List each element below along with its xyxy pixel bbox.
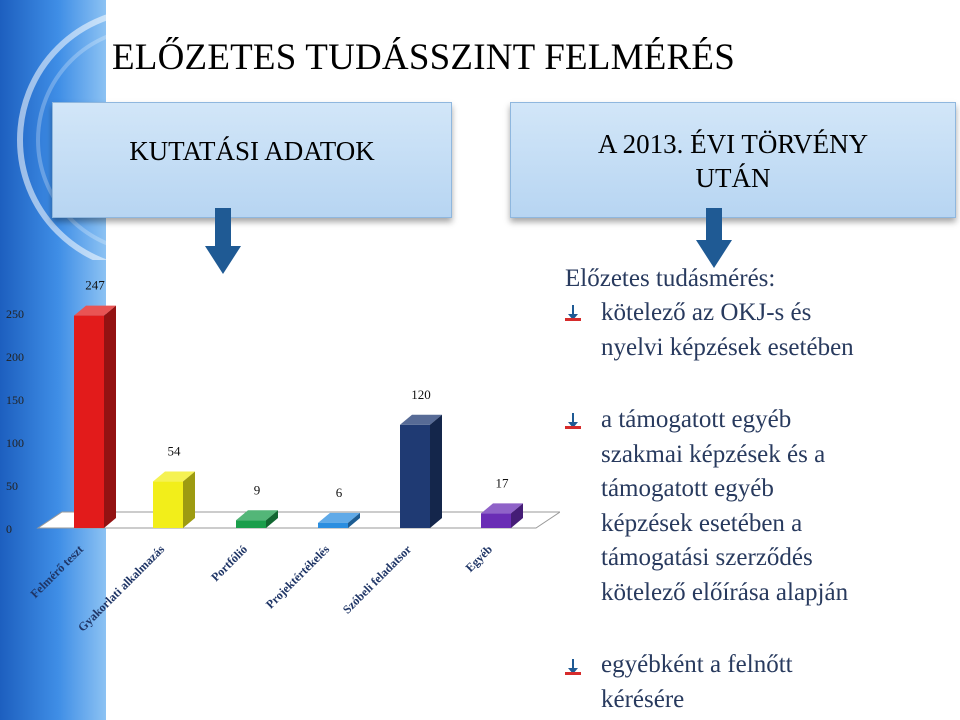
y-tick-label: 100 xyxy=(6,436,24,450)
x-tick-label: Gyakorlati alkalmazás xyxy=(74,542,168,635)
header-box-law-2013 xyxy=(510,102,956,218)
bar-chart xyxy=(0,250,560,670)
bar xyxy=(153,482,183,528)
bullet-2-line: képzések esetében a xyxy=(601,509,803,537)
x-tick-label: Szóbeli feladatsor xyxy=(339,542,415,617)
x-tick-label: Projektértékelés xyxy=(263,542,333,612)
y-tick-label: 0 xyxy=(6,522,12,536)
bullet-2-line: támogatott egyéb xyxy=(601,475,774,502)
bullet-2-line: szakmai képzések és a xyxy=(601,440,826,468)
bullet-2 xyxy=(601,403,956,610)
bullet-3-line: kérésére xyxy=(601,685,685,713)
bar xyxy=(318,523,348,528)
bar xyxy=(400,425,430,528)
bullet-2-line: kötelező előírása alapján xyxy=(601,578,849,606)
y-tick-label: 50 xyxy=(6,479,18,493)
y-tick-label: 150 xyxy=(6,393,24,407)
header-box-law-line2: UTÁN xyxy=(695,163,771,193)
bullet-1 xyxy=(601,296,956,365)
page-title: ELŐZETES TUDÁSSZINT FELMÉRÉS xyxy=(112,37,735,78)
header-box-law-line1: A 2013. ÉVI TÖRVÉNY xyxy=(597,129,869,159)
down-arrow-icon xyxy=(696,208,732,270)
x-tick-label: Portfólió xyxy=(208,542,251,585)
bar xyxy=(74,316,104,528)
bullet-1-line: nyelvi képzések esetében xyxy=(601,333,854,361)
bullet-2-line: támogatási szerződés xyxy=(601,544,813,571)
bullet-1-line: kötelező az OKJ-s és xyxy=(601,299,812,326)
y-tick-label: 250 xyxy=(6,307,24,321)
bullet-3-line: egyébként a felnőtt xyxy=(601,651,793,678)
bullet-arrow-icon xyxy=(565,413,581,429)
x-tick-label: Felmérő teszt xyxy=(27,542,87,601)
bullet-3 xyxy=(601,648,956,717)
y-tick-label: 200 xyxy=(6,350,24,364)
header-box-research-data xyxy=(52,102,452,218)
data-label: 6 xyxy=(335,484,343,500)
header-box-research-data-label: KUTATÁSI ADATOK xyxy=(129,136,375,166)
data-label: 247 xyxy=(85,277,105,293)
data-label: 17 xyxy=(495,475,509,491)
bullet-arrow-icon xyxy=(565,305,581,321)
data-label: 120 xyxy=(411,386,431,402)
bullet-arrow-icon xyxy=(565,659,581,675)
bar xyxy=(481,513,511,528)
right-heading: Előzetes tudásmérés: xyxy=(565,265,776,292)
bar-side xyxy=(104,306,116,528)
data-label: 9 xyxy=(253,482,261,498)
bar xyxy=(236,520,266,528)
data-label: 54 xyxy=(167,443,181,459)
bullet-2-line: a támogatott egyéb xyxy=(601,406,792,433)
x-tick-label: Egyéb xyxy=(462,542,496,575)
bar-side xyxy=(430,415,442,528)
